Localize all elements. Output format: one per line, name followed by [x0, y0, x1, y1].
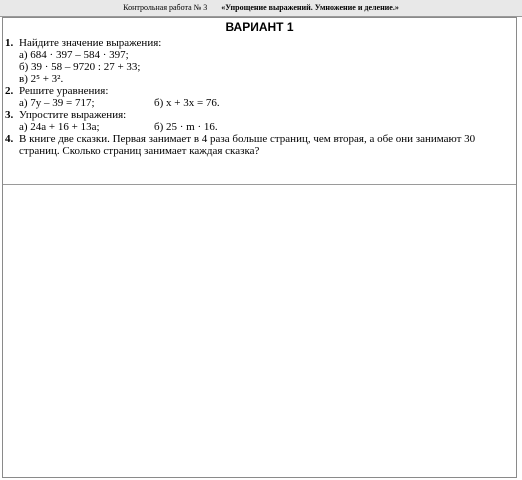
task-2-item-b: б) х + 3х = 76. [154, 97, 220, 109]
task-1-item-b-text: б) 39 · 58 – 9720 : 27 + 33; [19, 61, 141, 73]
task-2-prompt: Решите уравнения: [19, 85, 109, 97]
topic-title: «Упрощение выражений. Умножение и деление.» [221, 3, 399, 12]
task-4-row: 4. В книге две сказки. Первая занимает в 4 раза больше страниц, чем вторая, а обе они занимают 30 страниц. Сколько страниц занимает каждая сказка? [5, 133, 513, 157]
task-1-number: 1 [5, 37, 11, 49]
task-1-item-c-text: в) 2⁵ + 3². [19, 73, 64, 85]
task-2-prompt-row: 2. Решите уравнения: [5, 85, 513, 97]
worksheet [2, 17, 517, 478]
task-3-number: 3 [5, 109, 11, 121]
page-header [0, 0, 522, 17]
task-4-number: 4 [5, 133, 11, 145]
task-1-item-b [5, 61, 513, 73]
variant-title: ВАРИАНТ 1 [225, 20, 294, 34]
task-1-item-c [5, 73, 513, 85]
task-4-text: В книге две сказки. Первая занимает в 4 раза больше страниц, чем вторая, а обе они занимают 30 страниц. Сколько страниц занимает каждая сказка? [19, 133, 476, 157]
section-divider [3, 184, 516, 185]
task-2-items [5, 97, 513, 109]
task-3-items [5, 121, 513, 133]
task-1-prompt: Найдите значение выражения: [19, 37, 162, 49]
task-3-prompt: Упростите выражения: [19, 109, 127, 121]
task-3-item-a: а) 24а + 16 + 13а; [19, 121, 100, 133]
task-2-number: 2 [5, 85, 11, 97]
task-3-prompt-row: 3. Упростите выражения: [5, 109, 513, 121]
task-3-item-b: б) 25 · m · 16. [154, 121, 218, 133]
task-1-item-a-text: а) 684 · 397 – 584 · 397; [19, 49, 129, 61]
task-1-item-a [5, 49, 513, 61]
task-2-item-a: а) 7у – 39 = 717; [19, 97, 95, 109]
task-list [5, 37, 513, 157]
work-label: Контрольная работа № 3 [123, 3, 208, 12]
task-1-prompt-row: 1. Найдите значение выражения: [5, 37, 513, 49]
